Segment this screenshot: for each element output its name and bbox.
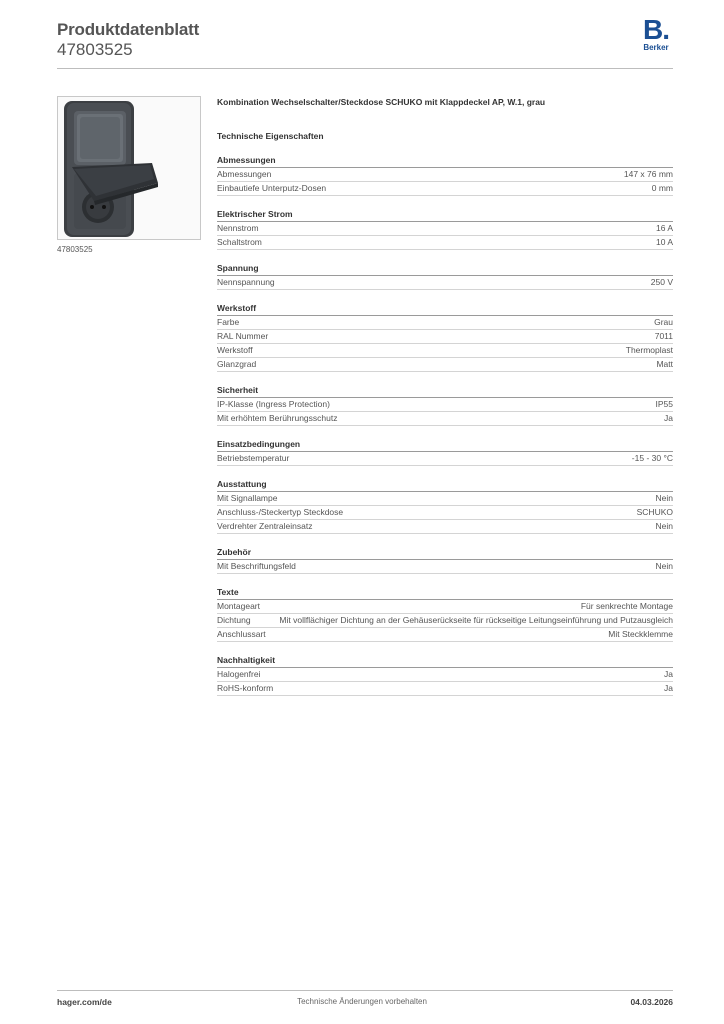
property-row bbox=[217, 316, 673, 330]
property-value: 10 A bbox=[655, 237, 673, 247]
group-title: Abmessungen bbox=[217, 154, 673, 168]
property-label: Nennspannung bbox=[217, 277, 275, 287]
group-title: Einsatzbedingungen bbox=[217, 438, 673, 452]
property-group bbox=[217, 438, 673, 466]
footer-divider bbox=[57, 990, 673, 991]
property-row bbox=[217, 614, 673, 628]
property-group bbox=[217, 154, 673, 196]
property-label: Mit Signallampe bbox=[217, 493, 278, 503]
property-row bbox=[217, 182, 673, 196]
property-row bbox=[217, 358, 673, 372]
property-label: Anschluss-/Steckertyp Steckdose bbox=[217, 507, 344, 517]
property-value: Matt bbox=[656, 359, 673, 369]
property-row bbox=[217, 344, 673, 358]
property-row bbox=[217, 236, 673, 250]
property-row bbox=[217, 398, 673, 412]
property-label: Betriebstemperatur bbox=[217, 453, 290, 463]
property-value: Nein bbox=[655, 561, 673, 571]
property-row bbox=[217, 452, 673, 466]
property-group bbox=[217, 262, 673, 290]
property-label: Halogenfrei bbox=[217, 669, 261, 679]
property-row bbox=[217, 168, 673, 182]
group-title: Sicherheit bbox=[217, 384, 673, 398]
property-group bbox=[217, 586, 673, 642]
property-label: Montageart bbox=[217, 601, 260, 611]
property-group bbox=[217, 546, 673, 574]
property-value: -15 - 30 °C bbox=[631, 453, 673, 463]
property-label: Verdrehter Zentraleinsatz bbox=[217, 521, 313, 531]
product-title: Kombination Wechselschalter/Steckdose SCHUKO mit Klappdeckel AP, W.1, grau bbox=[217, 97, 546, 107]
section-heading: Technische Eigenschaften bbox=[217, 131, 324, 141]
group-title: Elektrischer Strom bbox=[217, 208, 673, 222]
property-value: 250 V bbox=[650, 277, 673, 287]
group-title: Ausstattung bbox=[217, 478, 673, 492]
footer-website: hager.com/de bbox=[57, 997, 112, 1007]
property-value: Nein bbox=[655, 493, 673, 503]
property-value: 7011 bbox=[654, 331, 673, 341]
footer-disclaimer: Technische Änderungen vorbehalten bbox=[297, 997, 427, 1006]
property-value: Mit vollflächiger Dichtung an der Gehäuserückseite für rückseitige Leitungseinführung und Putzausgleich bbox=[279, 615, 673, 625]
property-value: Grau bbox=[654, 317, 673, 327]
property-label: Dichtung bbox=[217, 615, 251, 625]
property-group bbox=[217, 302, 673, 372]
property-value: Thermoplast bbox=[625, 345, 673, 355]
property-value: IP55 bbox=[655, 399, 673, 409]
property-label: RAL Nummer bbox=[217, 331, 269, 341]
berker-logo bbox=[639, 14, 673, 52]
logo-mark: B. bbox=[643, 14, 669, 45]
product-number: 47803525 bbox=[57, 40, 133, 59]
property-group bbox=[217, 478, 673, 534]
property-value: 16 A bbox=[655, 223, 673, 233]
logo-text: Berker bbox=[643, 43, 669, 52]
property-value: 0 mm bbox=[651, 183, 673, 193]
group-title: Texte bbox=[217, 586, 673, 600]
property-label: Farbe bbox=[217, 317, 240, 327]
property-row bbox=[217, 330, 673, 344]
property-row bbox=[217, 628, 673, 642]
property-value: Ja bbox=[664, 669, 673, 679]
property-row bbox=[217, 412, 673, 426]
property-value: 147 x 76 mm bbox=[623, 169, 673, 179]
property-group bbox=[217, 384, 673, 426]
property-value: Nein bbox=[655, 521, 673, 531]
group-title: Werkstoff bbox=[217, 302, 673, 316]
property-row bbox=[217, 276, 673, 290]
property-label: Einbautiefe Unterputz-Dosen bbox=[217, 183, 327, 193]
image-caption: 47803525 bbox=[57, 245, 93, 254]
property-value: Ja bbox=[664, 683, 673, 693]
property-label: Mit erhöhtem Berührungsschutz bbox=[217, 413, 338, 423]
property-group bbox=[217, 654, 673, 696]
property-value: Für senkrechte Montage bbox=[580, 601, 673, 611]
property-label: Nennstrom bbox=[217, 223, 259, 233]
property-row bbox=[217, 682, 673, 696]
property-row bbox=[217, 492, 673, 506]
page-header bbox=[57, 14, 673, 70]
property-label: RoHS-konform bbox=[217, 683, 274, 693]
property-value: SCHUKO bbox=[636, 507, 673, 517]
property-group bbox=[217, 208, 673, 250]
property-value: Ja bbox=[664, 413, 673, 423]
property-row bbox=[217, 600, 673, 614]
footer-date: 04.03.2026 bbox=[630, 997, 673, 1007]
property-groups bbox=[217, 154, 673, 696]
property-value: Mit Steckklemme bbox=[608, 629, 673, 639]
group-title: Spannung bbox=[217, 262, 673, 276]
property-label: Glanzgrad bbox=[217, 359, 257, 369]
property-label: Mit Beschriftungsfeld bbox=[217, 561, 296, 571]
product-datasheet bbox=[217, 96, 673, 696]
property-label: IP-Klasse (Ingress Protection) bbox=[217, 399, 330, 409]
property-row bbox=[217, 506, 673, 520]
property-row bbox=[217, 560, 673, 574]
property-label: Werkstoff bbox=[217, 345, 253, 355]
property-row bbox=[217, 668, 673, 682]
header-divider bbox=[57, 68, 673, 69]
group-title: Zubehör bbox=[217, 546, 673, 560]
page-title: Produktdatenblatt bbox=[57, 20, 200, 39]
property-row bbox=[217, 222, 673, 236]
property-row bbox=[217, 520, 673, 534]
group-title: Nachhaltigkeit bbox=[217, 654, 673, 668]
socket-switch-illustration bbox=[58, 97, 200, 239]
property-label: Schaltstrom bbox=[217, 237, 262, 247]
product-image bbox=[57, 96, 201, 240]
property-label: Abmessungen bbox=[217, 169, 272, 179]
property-label: Anschlussart bbox=[217, 629, 266, 639]
